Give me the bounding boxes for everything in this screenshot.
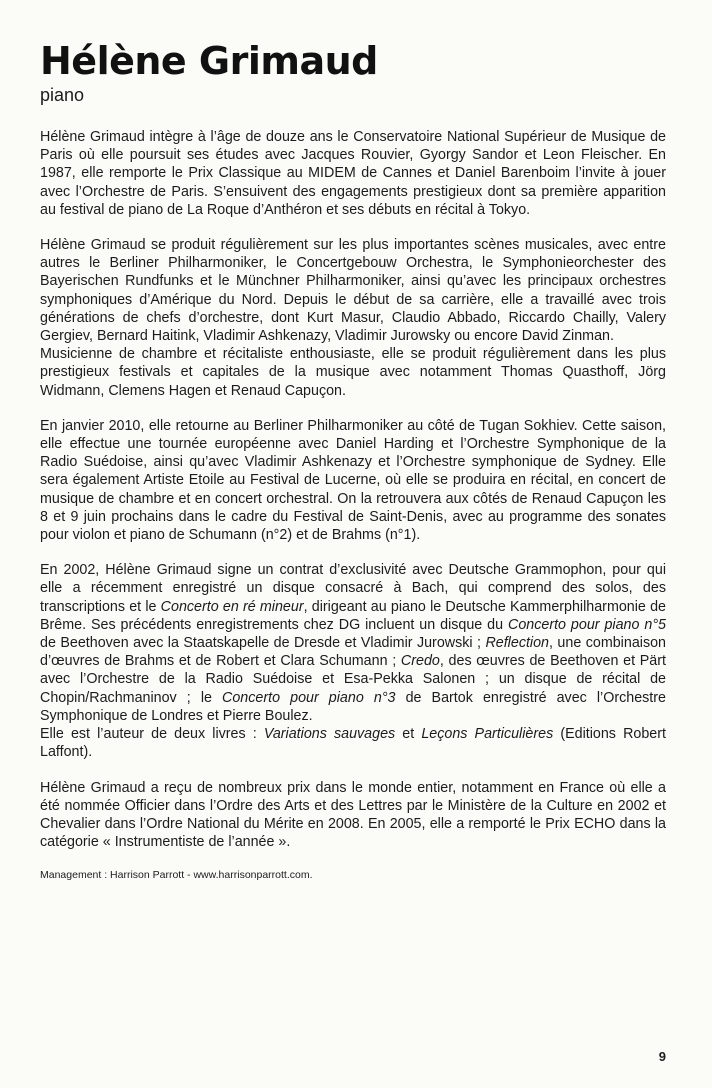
- paragraph: [40, 128, 666, 219]
- italic-title: Variations sauvages: [263, 726, 396, 743]
- italic-title: Leçons Particulières: [421, 726, 554, 743]
- page-subtitle: piano: [40, 85, 85, 105]
- text-segment: Hélène Grimaud intègre à l’âge de douze ans le Conservatoire National Supérieur de Musique de Paris où elle poursuit ses études avec Jacques Rouvier, Gyorgy Sandor et Leon Fleischer. En 1987, elle remporte le Prix Classique au MIDEM de Cannes et Daniel Barenboim l’invite à jouer avec l’Orchestre de Paris. S’ensuivent des engagements prestigieux dont sa première apparition au festival de piano de La Roque d’Anthéron et ses débuts en récital à Tokyo.: [40, 129, 666, 218]
- paragraph: [40, 725, 666, 761]
- text-segment: et: [395, 726, 422, 743]
- text-segment: En 2002, Hélène Grimaud signe un contrat d’exclusivité avec Deutsche Grammophon, pour qui elle a récemment enregistré un disque consacré à Bach, qui comprend des solos, des transcriptions et le: [40, 562, 666, 615]
- italic-title: Concerto pour piano n°5: [508, 616, 666, 633]
- document-page: [40, 38, 666, 882]
- text-segment: de Bartok enregistré avec l’Orchestre Symphonique de Londres et Pierre Boulez.: [40, 689, 666, 724]
- text-segment: Elle est l’auteur de deux livres :: [40, 726, 264, 743]
- text-segment: Musicienne de chambre et récitaliste enthousiaste, elle se produit régulièrement dans les plus prestigieux festivals et capitales de la musique avec notamment Thomas Quasthoff, Jörg Widmann, Clemens Hagen et Renaud Capuçon.: [40, 346, 666, 399]
- paragraph: [40, 561, 666, 725]
- text-segment: de Beethoven avec la Staatskapelle de Dresde et Vladimir Jurowski ;: [40, 635, 486, 652]
- paragraph: [40, 779, 666, 852]
- text-segment: Hélène Grimaud a reçu de nombreux prix dans le monde entier, notamment en France où elle a été nommée Officier dans l’Ordre des Arts et des Lettres par le Ministère de la Culture en 2002 et Chevalier dans l’Ordre National du Mérite en 2008. En 2005, elle a remporté le Prix ECHO dans la catégorie « Instrumentiste de l’année ».: [40, 779, 666, 851]
- italic-title: Reflection: [485, 635, 550, 652]
- paragraph: [40, 417, 666, 544]
- italic-title: Credo: [400, 653, 440, 670]
- text-segment: (Editions Robert Laffont).: [40, 726, 666, 761]
- page-title: Hélène Grimaud: [40, 39, 378, 83]
- management-note: Management : Harrison Parrott - www.harrisonparrott.com.: [40, 869, 313, 882]
- text-segment: , une combinaison d’œuvres de Brahms et de Robert et Clara Schumann ;: [40, 635, 666, 670]
- paragraph: [40, 345, 666, 400]
- text-segment: , des œuvres de Beethoven et Pärt avec l’Orchestre de la Radio Suédoise et Esa-Pekka Salonen ; un disque de récital de Chopin/Rachmaninov ; le: [40, 653, 666, 706]
- page-number: 9: [658, 1049, 666, 1064]
- text-segment: , dirigeant au piano le Deutsche Kammerphilharmonie de Brême. Ses précédents enregistrements chez DG incluent un disque du: [40, 598, 666, 633]
- italic-title: Concerto pour piano n°3: [222, 689, 396, 706]
- text-segment: Hélène Grimaud se produit régulièrement sur les plus importantes scènes musicales, avec entre autres le Berliner Philharmoniker, le Concertgebouw Orchestra, le Symphonieorchester des Bayerischen Rundfunks et le Münchner Philharmoniker, ainsi qu’avec les principaux orchestres symphoniques d’Amérique du Nord. Depuis le début de sa carrière, elle a travaillé avec trois générations de chefs d’orchestre, dont Kurt Masur, Claudio Abbado, Riccardo Chailly, Valery Gergiev, Bernard Haitink, Vladimir Ashkenazy, Vladimir Jurowsky ou encore David Zinman.: [40, 237, 666, 345]
- italic-title: Concerto en ré mineur: [160, 598, 304, 615]
- text-segment: En janvier 2010, elle retourne au Berliner Philharmoniker au côté de Tugan Sokhiev. Cette saison, elle effectue une tournée européenne avec Daniel Harding et l’Orchestre Symphonique de la Radio Suédoise, ainsi qu’avec Vladimir Ashkenazy et l’Orchestre symphonique de Sydney. Elle sera également Artiste Etoile au Festival de Lucerne, où elle se produira en récital, en concert de musique de chambre et en concert orchestral. On la retrouvera aux côtés de Renaud Capuçon les 8 et 9 juin prochains dans le cadre du Festival de Saint-Denis, avec au programme des sonates pour violon et piano de Schumann (n°2) et de Brahms (n°1).: [40, 417, 666, 544]
- body-text: [40, 128, 666, 851]
- paragraph: [40, 236, 666, 345]
